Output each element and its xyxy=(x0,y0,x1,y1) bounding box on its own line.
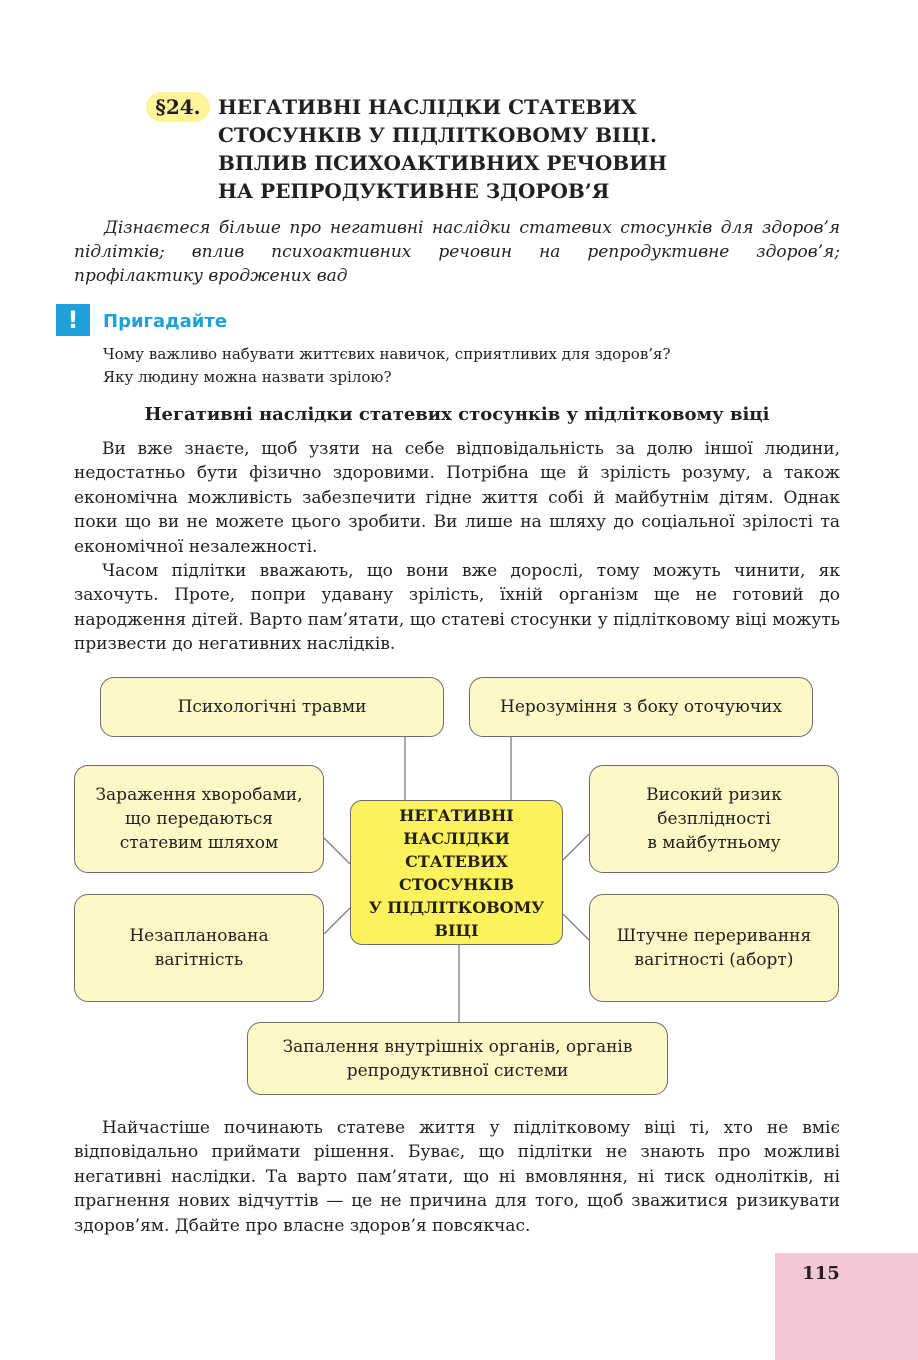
section-title-line: ВПЛИВ ПСИХОАКТИВНИХ РЕЧОВИН xyxy=(218,151,667,175)
node-unplanned-pregnancy: Незапланована вагітність xyxy=(74,894,324,1002)
node-infertility-risk: Високий ризик безплідності в майбутньому xyxy=(589,765,839,873)
exclamation-icon: ! xyxy=(56,304,90,336)
body-paragraph: Часом підлітки вважають, що вони вже дорослі, тому можуть чинити, як захочуть. Проте, попри удавану зрілість, їхній організм ще не готовий до народження дітей. Варто пам’ятати, що статеві стосунки у підлітковому віці можуть призвести до негативних наслідків. xyxy=(74,561,840,655)
section-title-line: СТОСУНКІВ У ПІДЛІТКОВОМУ ВІЦІ. xyxy=(218,123,658,147)
node-center: НЕГАТИВНІ НАСЛІДКИ СТАТЕВИХ СТОСУНКІВ У ПІДЛІТКОВОМУ ВІЦІ xyxy=(350,800,563,945)
recall-question: Яку людину можна назвати зрілою? xyxy=(103,368,392,386)
node-abortion: Штучне переривання вагітності (аборт) xyxy=(589,894,839,1002)
node-psychological-trauma: Психологічні травми xyxy=(100,677,444,737)
node-infection: Зараження хворобами, що передаються статевим шляхом xyxy=(74,765,324,873)
section-title-line: НА РЕПРОДУКТИВНЕ ЗДОРОВ’Я xyxy=(218,179,610,203)
recall-title: Пригадайте xyxy=(103,311,228,332)
subheading: Негативні наслідки статевих стосунків у підлітковому віці xyxy=(144,404,770,425)
body-paragraph: Ви вже знаєте, щоб узяти на себе відповідальність за долю іншої людини, недостатньо бути фізично здоровими. Потрібна ще й зрілість розуму, а також економічна можливість забезпечити гідне життя собі й майбутнім дітям. Однак поки що ви не можете цього зробити. Ви лише на шляху до соціальної зрілості та економічної незалежності. xyxy=(74,439,840,557)
section-number-badge: §24. xyxy=(146,92,210,122)
section-title-line: НЕГАТИВНІ НАСЛІДКИ СТАТЕВИХ xyxy=(218,95,637,119)
page-number: 115 xyxy=(802,1263,840,1284)
section-intro: Дізнаєтеся більше про негативні наслідки статевих стосунків для здоров’я підлітків; вплив психоактивних речовин на репродуктивне здоров’я; профілактику вроджених вад xyxy=(74,218,840,286)
recall-question: Чому важливо набувати життєвих навичок, сприятливих для здоров’я? xyxy=(103,345,671,363)
node-inflammation: Запалення внутрішніх органів, органів репродуктивної системи xyxy=(247,1022,668,1095)
node-misunderstanding: Нерозуміння з боку оточуючих xyxy=(469,677,813,737)
closing-paragraph: Найчастіше починають статеве життя у підлітковому віці ті, хто не вміє відповідально приймати рішення. Буває, що підлітки не знають про можливі негативні наслідки. Та варто пам’ятати, що ні вмовляння, ні тиск однолітків, ні прагнення нових відчуттів — це не причина для того, щоб зважитися ризикувати здоров’ям. Дбайте про власне здоров’я повсякчас. xyxy=(74,1118,840,1236)
